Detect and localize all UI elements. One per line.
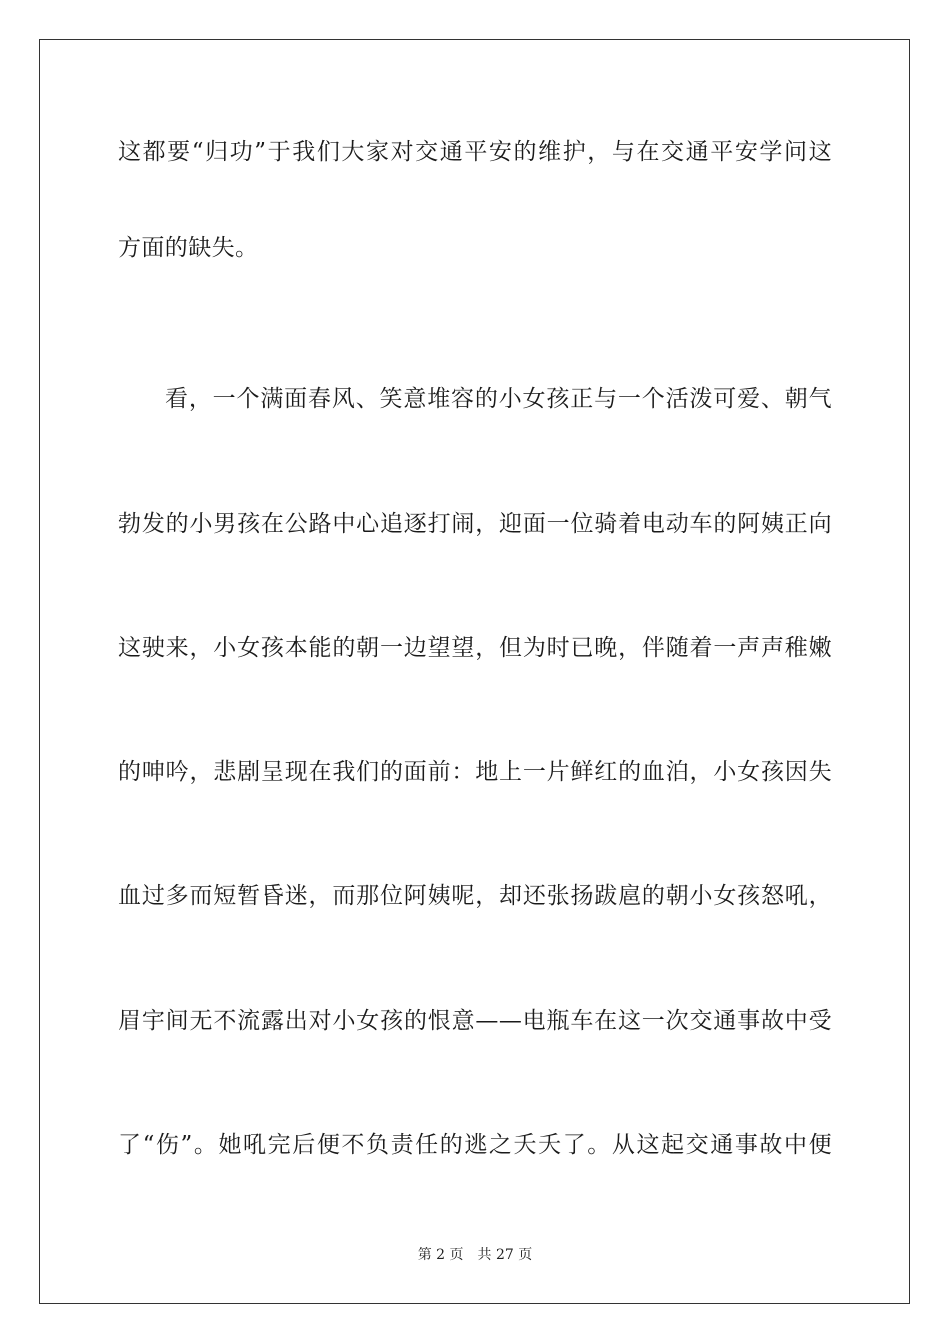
page-footer (0, 1246, 950, 1264)
page-total: 共 27 页 (477, 1247, 533, 1263)
body-line-1: 这都要“归功”于我们大家对交通平安的维护，与在交通平安学问这 (118, 139, 832, 165)
body-line-7: 血过多而短暂昏迷，而那位阿姨呢，却还张扬跋扈的朝小女孩怒吼， (118, 883, 832, 909)
body-line-6: 的呻吟，悲剧呈现在我们的面前：地上一片鲜红的血泊，小女孩因失 (118, 759, 832, 785)
page-number: 第 2 页 (417, 1247, 464, 1263)
body-line-2: 方面的缺失。 (118, 235, 259, 261)
body-line-9: 了“伤”。她吼完后便不负责任的逃之夭夭了。从这起交通事故中便 (118, 1132, 832, 1158)
body-line-8: 眉宇间无不流露出对小女孩的恨意——电瓶车在这一次交通事故中受 (118, 1008, 832, 1034)
page-border (39, 39, 910, 1304)
body-line-5: 这驶来，小女孩本能的朝一边望望，但为时已晚，伴随着一声声稚嫩 (118, 635, 832, 661)
body-line-4: 勃发的小男孩在公路中心追逐打闹，迎面一位骑着电动车的阿姨正向 (118, 511, 832, 537)
body-line-3: 看，一个满面春风、笑意堆容的小女孩正与一个活泼可爱、朝气 (165, 386, 832, 412)
